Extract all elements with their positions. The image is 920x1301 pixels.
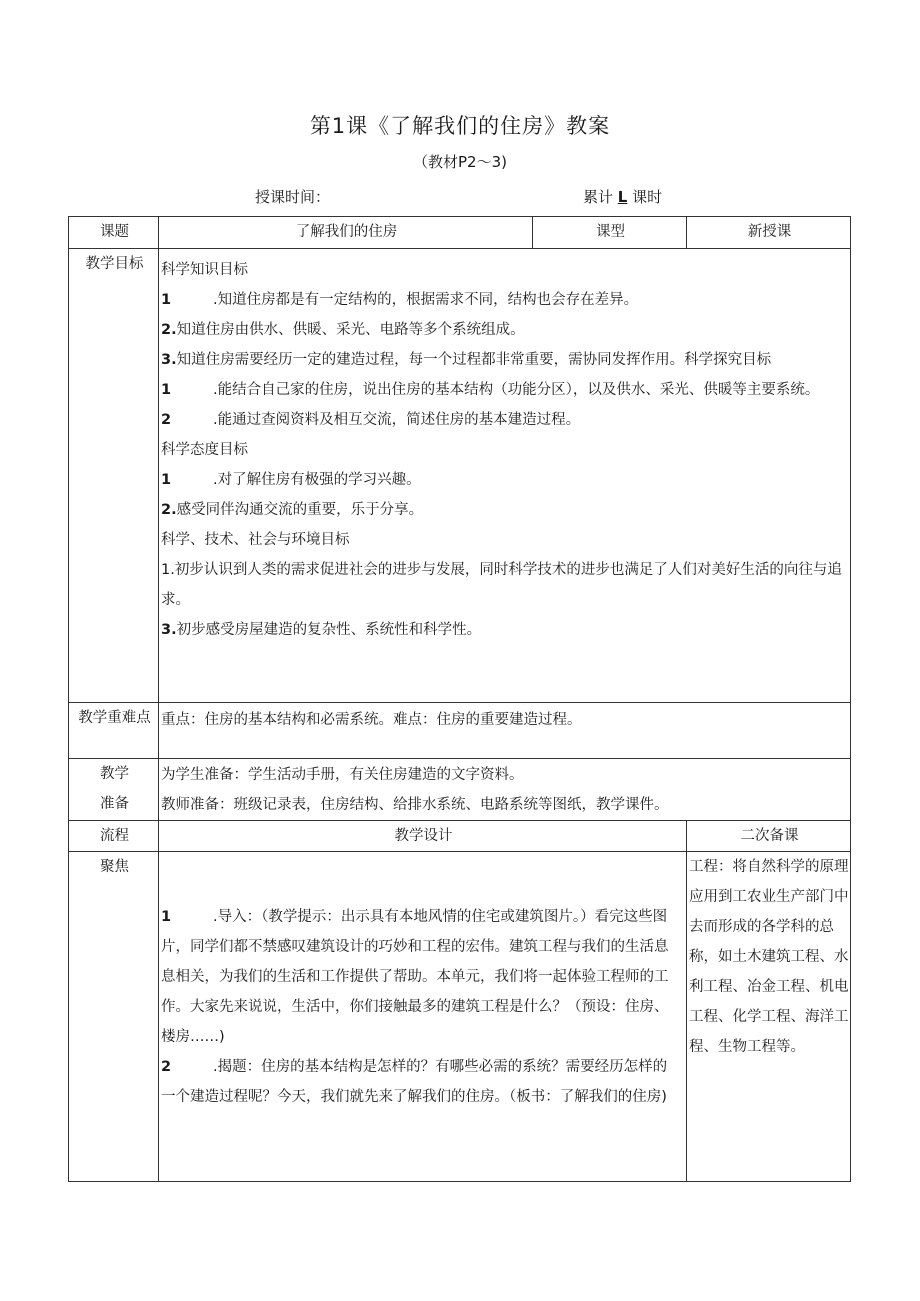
focus-step-1: 1 .导入：（教学提示：出示具有本地风情的住宅或建筑图片。）看完这些图片，同学们都不禁感叹建筑设计的巧妙和工程的宏伟。建筑工程与我们的生活息息相关，为我们的生活和工作提供了帮助。本单元，我们将一起体验工程师的工作。大家先来说说，生活中，你们接触最多的建筑工程是什么？（预设：住房、楼房……) [161,909,669,1045]
prep-content [159,759,851,821]
prep-row [69,759,851,821]
inquiry-goal-1: 1 .能结合自己家的住房，说出住房的基本结构（功能分区），以及供水、采光、供暖等主要系统。 [161,382,820,398]
process-header-row [69,821,851,852]
goals-content [159,249,851,703]
prep-label: 教学 准备 [69,759,159,821]
key-points-row [69,703,851,759]
knowledge-heading: 科学知识目标 [161,262,248,278]
attitude-heading: 科学态度目标 [161,442,248,458]
sts-goal-1: 1.初步认识到人类的需求促进社会的进步与发展，同时科学技术的进步也满足了人们对美好生活的向往与追求。 [161,562,842,608]
focus-step-2: 2 .揭题：住房的基本结构是怎样的？有哪些必需的系统？需要经历怎样的一个建造过程呢？今天，我们就先来了解我们的住房。（板书：了解我们的住房) [161,1059,668,1105]
topic-row [69,217,851,249]
lesson-plan-table [68,216,851,1182]
goals-label: 教学目标 [69,249,159,703]
total-hours [583,186,662,207]
teacher-prep: 教师准备：班级记录表，住房结构、给排水系统、电路系统等图纸，教学课件。 [161,797,669,813]
process-header: 流程 [69,821,159,852]
page-title: 第1课《了解我们的住房》教案 [309,114,611,138]
total-prefix: 累计 [583,188,614,206]
knowledge-goal-3: 3.知道住房需要经历一定的建造过程，每一个过程都非常重要，需协同发挥作用。科学探究目标 [161,352,772,368]
focus-label: 聚焦 [69,852,159,1182]
second-prep-header: 二次备课 [687,821,851,852]
total-value: L [617,188,628,206]
focus-row [69,852,851,1182]
knowledge-goal-2: 2.知道住房由供水、供暖、采光、电路等多个系统组成。 [161,322,525,338]
textbook-pages: （教材P2～3) [413,153,507,171]
attitude-goal-1: 1 .对了解住房有极强的学习兴趣。 [161,472,421,488]
teach-time-label: 授课时间： [255,188,331,206]
key-points-label: 教学重难点 [69,703,159,759]
key-points-text: 重点：住房的基本结构和必需系统。难点：住房的重要建造过程。 [159,703,851,759]
attitude-goal-2: 2.感受同伴沟通交流的重要，乐于分享。 [161,502,424,518]
sts-heading: 科学、技术、社会与环境目标 [161,532,350,548]
inquiry-goal-2: 2 .能通过查阅资料及相互交流，简述住房的基本建造过程。 [161,412,581,428]
goals-row [69,249,851,703]
type-value: 新授课 [687,217,851,249]
design-header: 教学设计 [159,821,687,852]
engineering-note: 工程：将自然科学的原理应用到工农业生产部门中去而形成的各学科的总称，如土木建筑工程、水利工程、冶金工程、机电工程、化学工程、海洋工程、生物工程等。 [687,852,851,1182]
student-prep: 为学生准备：学生活动手册，有关住房建造的文字资料。 [161,767,524,783]
sts-goal-3: 3.初步感受房屋建造的复杂性、系统性和科学性。 [161,622,482,638]
topic-label: 课题 [69,217,159,249]
topic-value: 了解我们的住房 [159,217,533,249]
focus-design [159,852,687,1182]
total-suffix: 课时 [632,188,663,206]
knowledge-goal-1: 1 .知道住房都是有一定结构的，根据需求不同，结构也会存在差异。 [161,292,639,308]
type-label: 课型 [533,217,687,249]
